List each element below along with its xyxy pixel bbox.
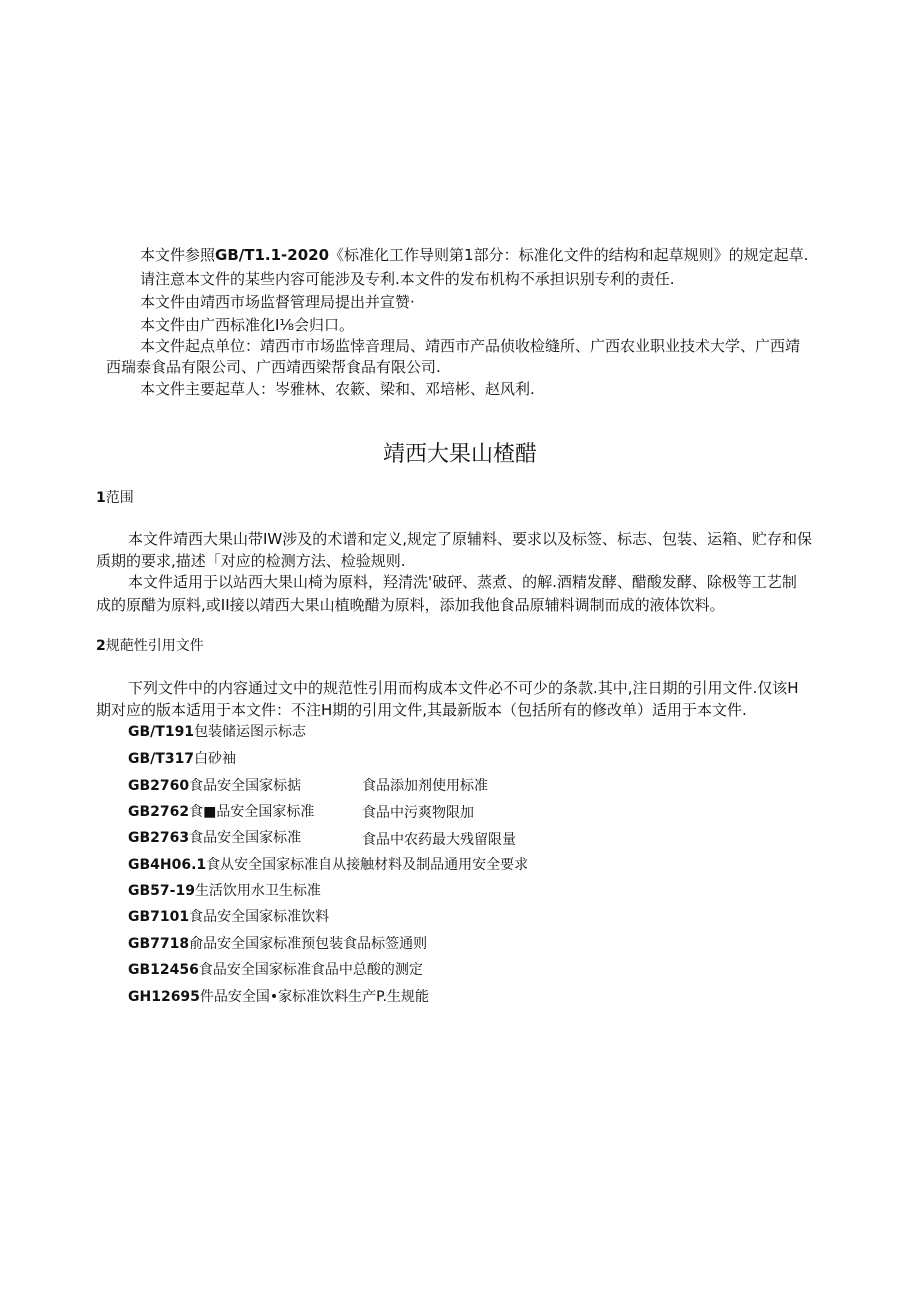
reference-title: 白砂袖 (194, 751, 237, 767)
reference-item (128, 934, 427, 954)
foreword-p1-post: 《标准化工作导则第1部分：标准化文件的结构和起草规则》的规定起草. (329, 246, 809, 264)
section-1-line-4: 成的原醋为原料,或II接以靖西大果山植晚醋为原料，添加我他食品原辅料调制而成的液体饮料。 (96, 596, 725, 614)
reference-title: 俞品安全国家标准预包装食品标签通则 (189, 936, 428, 952)
foreword-paragraph-3: 本文件由靖西市场监督管理局提出并宣赞· (140, 293, 415, 311)
reference-code: GB57-19 (128, 883, 195, 899)
section-1-line-3: 本文件适用于以站西大果山椅为原料，羟清洗'破砰、蒸煮、的解.酒精发酵、醋酸发酵、除极等工艺制 (128, 573, 797, 591)
document-title: 靖西大果山楂醋 (382, 442, 537, 467)
reference-item (128, 749, 236, 769)
section-2-title: 规葩性引用文件 (105, 638, 204, 654)
reference-subtitle: 食品添加剂使用标准 (362, 778, 488, 794)
section-1-line-1: 本文件靖西大果山带IW涉及的术谱和定义,规定了原辅料、要求以及标签、标志、包装、运箱、贮存和保 (128, 530, 813, 548)
reference-item (128, 960, 423, 980)
section-1-line-2: 质期的要求,描述「对应的检测方法、检验规则. (96, 552, 406, 570)
reference-code: GB4H06.1 (128, 857, 207, 873)
reference-code: GB/T317 (128, 751, 195, 767)
reference-code: GB2762 (128, 804, 190, 820)
reference-code: GB7718 (128, 936, 190, 952)
foreword-paragraph-2: 请注意本文件的某些内容可能涉及专利.本文件的发布机构不承担识别专利的责任. (140, 270, 675, 288)
foreword-p1-code: GB/T1.1-2020 (215, 246, 330, 264)
foreword-p1-pre: 本文件参照 (140, 246, 216, 264)
foreword-paragraph-4: 本文件由广西标准化I⅛会归口。 (140, 316, 354, 334)
reference-title: 包装储运图示标志 (194, 724, 307, 740)
section-1-title: 范围 (105, 490, 134, 506)
reference-item (128, 855, 528, 875)
reference-title: 件品安全国•家标准饮料生产P.生规能 (199, 989, 429, 1005)
section-1-heading (96, 488, 134, 508)
foreword-paragraph-6: 本文件主要起草人：岑雅林、农簌、梁和、邓培彬、赵风利. (140, 380, 535, 398)
reference-item (128, 776, 301, 796)
reference-code: GB7101 (128, 909, 190, 925)
reference-subtitle: 食品中污爽物限加 (362, 805, 474, 821)
section-2-heading (96, 636, 204, 656)
reference-title: 食品安全国家标准食品中总酸的测定 (198, 962, 423, 978)
reference-title: 食从安全国家标准自从接触材料及制品通用安全要求 (206, 857, 529, 873)
reference-title: 生活饮用水卫生标准 (194, 883, 321, 899)
reference-code: GB/T191 (128, 724, 195, 740)
reference-code: GB2760 (128, 778, 190, 794)
reference-code: GB2763 (128, 830, 190, 846)
reference-title: 食品安全国家标掂 (189, 778, 302, 794)
foreword-paragraph-5-line-1: 本文件起点单位：靖西市市场监悻音理局、靖西市产品侦收检缝所、广西农业职业技术大学、广西靖 (140, 337, 801, 355)
section-2-line-2: 期对应的版本适用于本文件：不注H期的引用文件,其最新版本（包括所有的修改单）适用于本文件. (96, 701, 747, 719)
section-1-number: 1 (96, 490, 106, 506)
reference-item (128, 987, 429, 1007)
foreword-paragraph-1 (140, 244, 808, 266)
reference-item (128, 722, 306, 742)
reference-item (128, 907, 329, 927)
reference-subtitle-clipped: 食品中农药最大残留限量 (362, 832, 516, 848)
reference-code: GB12456 (128, 962, 199, 978)
reference-title: 食品安全国家标准饮料 (189, 909, 330, 925)
reference-item (128, 828, 301, 848)
reference-item (128, 881, 321, 901)
foreword-paragraph-5-line-2: 西瑞泰食品有限公司、广西靖西梁帮食品有限公司. (106, 358, 441, 376)
reference-code: GH12695 (128, 989, 200, 1005)
reference-item (128, 802, 314, 822)
section-2-number: 2 (96, 638, 106, 654)
reference-title: 食品安全国家标准 (189, 830, 302, 846)
reference-title: 食■品安全国家标准 (189, 804, 315, 820)
section-2-line-1: 下列文件中的内容通过文中的规范性引用而构成本文件必不可少的条款.其中,注日期的引用文件.仅该H (128, 679, 799, 697)
